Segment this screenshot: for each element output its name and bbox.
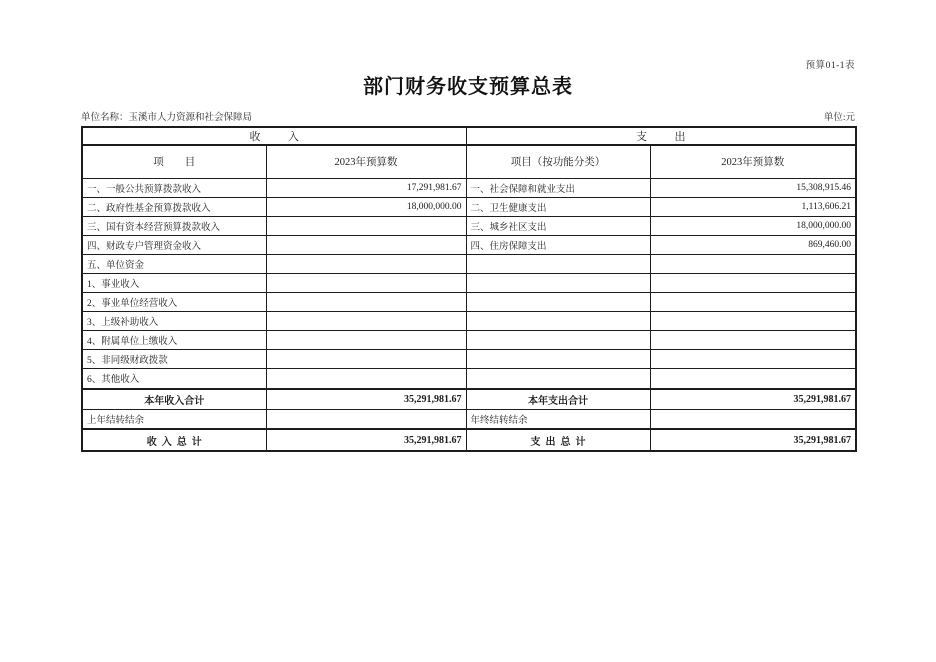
- income-item-cell: 四、财政专户管理资金收入: [82, 235, 266, 254]
- expense-item-cell: [466, 350, 650, 369]
- income-value-cell: 17,291,981.67: [266, 178, 466, 197]
- income-budget-column-header: 2023年预算数: [266, 145, 466, 178]
- column-header-row: [82, 145, 856, 178]
- expense-item-cell: [466, 292, 650, 311]
- table-row: [82, 312, 856, 331]
- income-carryover-value: [266, 410, 466, 430]
- table-row: [82, 292, 856, 311]
- expense-item-cell: [466, 273, 650, 292]
- expense-value-cell: 869,460.00: [650, 235, 856, 254]
- income-subtotal-value: 35,291,981.67: [266, 389, 466, 410]
- expense-total-label: 支 出 总 计: [466, 429, 650, 451]
- expense-value-cell: [650, 350, 856, 369]
- expense-value-cell: 18,000,000.00: [650, 216, 856, 235]
- expense-value-cell: [650, 292, 856, 311]
- income-item-cell: 三、国有资本经营预算拨款收入: [82, 216, 266, 235]
- expense-item-cell: 四、住房保障支出: [466, 235, 650, 254]
- unit-name: 单位名称：玉溪市人力资源和社会保障局: [81, 113, 253, 123]
- table-row: [82, 350, 856, 369]
- expense-value-cell: [650, 254, 856, 273]
- expense-item-column-header: 项目（按功能分类）: [466, 145, 650, 178]
- carryover-row: [82, 410, 856, 430]
- expense-value-cell: 15,308,915.46: [650, 178, 856, 197]
- meta-row: [81, 109, 855, 123]
- income-value-cell: [266, 331, 466, 350]
- income-section-header: 收 入: [82, 127, 466, 145]
- table-row: [82, 273, 856, 292]
- income-subtotal-label: 本年收入合计: [82, 389, 266, 410]
- income-item-cell: 6、其他收入: [82, 369, 266, 389]
- budget-table: [81, 126, 857, 452]
- expense-carryover-value: [650, 410, 856, 430]
- table-row: [82, 235, 856, 254]
- expense-value-cell: [650, 312, 856, 331]
- expense-item-cell: [466, 312, 650, 331]
- income-item-cell: 3、上级补助收入: [82, 312, 266, 331]
- expense-item-cell: [466, 369, 650, 389]
- expense-carryover-label: 年终结转结余: [466, 410, 650, 430]
- table-row: [82, 254, 856, 273]
- income-item-cell: 5、非同级财政拨款: [82, 350, 266, 369]
- income-value-cell: [266, 292, 466, 311]
- expense-budget-column-header: 2023年预算数: [650, 145, 856, 178]
- expense-value-cell: [650, 273, 856, 292]
- income-item-cell: 4、附属单位上缴收入: [82, 331, 266, 350]
- income-total-label: 收 入 总 计: [82, 429, 266, 451]
- income-value-cell: [266, 369, 466, 389]
- unit-of-measure: 单位:元: [823, 113, 855, 123]
- total-row: [82, 429, 856, 451]
- table-row: [82, 197, 856, 216]
- income-item-cell: 五、单位资金: [82, 254, 266, 273]
- expense-value-cell: [650, 369, 856, 389]
- income-value-cell: [266, 273, 466, 292]
- income-value-cell: [266, 312, 466, 331]
- expense-value-cell: [650, 331, 856, 350]
- income-value-cell: [266, 254, 466, 273]
- expense-section-header: 支 出: [466, 127, 856, 145]
- expense-value-cell: 1,113,606.21: [650, 197, 856, 216]
- section-header-row: [82, 127, 856, 145]
- expense-item-cell: 二、卫生健康支出: [466, 197, 650, 216]
- income-value-cell: [266, 216, 466, 235]
- table-row: [82, 178, 856, 197]
- table-row: [82, 216, 856, 235]
- income-value-cell: [266, 235, 466, 254]
- expense-item-cell: [466, 254, 650, 273]
- table-row: [82, 369, 856, 389]
- expense-subtotal-label: 本年支出合计: [466, 389, 650, 410]
- income-item-cell: 二、政府性基金预算拨款收入: [82, 197, 266, 216]
- income-item-column-header: 项 目: [82, 145, 266, 178]
- income-carryover-label: 上年结转结余: [82, 410, 266, 430]
- income-item-cell: 2、事业单位经营收入: [82, 292, 266, 311]
- subtotal-row: [82, 389, 856, 410]
- income-item-cell: 1、事业收入: [82, 273, 266, 292]
- income-total-value: 35,291,981.67: [266, 429, 466, 451]
- income-item-cell: 一、一般公共预算拨款收入: [82, 178, 266, 197]
- expense-total-value: 35,291,981.67: [650, 429, 856, 451]
- page-title: 部门财务收支预算总表: [363, 76, 573, 98]
- expense-item-cell: 一、社会保障和就业支出: [466, 178, 650, 197]
- income-value-cell: [266, 350, 466, 369]
- expense-subtotal-value: 35,291,981.67: [650, 389, 856, 410]
- table-row: [82, 331, 856, 350]
- form-code: 预算01-1表: [805, 61, 855, 71]
- expense-item-cell: 三、城乡社区支出: [466, 216, 650, 235]
- expense-item-cell: [466, 331, 650, 350]
- income-value-cell: 18,000,000.00: [266, 197, 466, 216]
